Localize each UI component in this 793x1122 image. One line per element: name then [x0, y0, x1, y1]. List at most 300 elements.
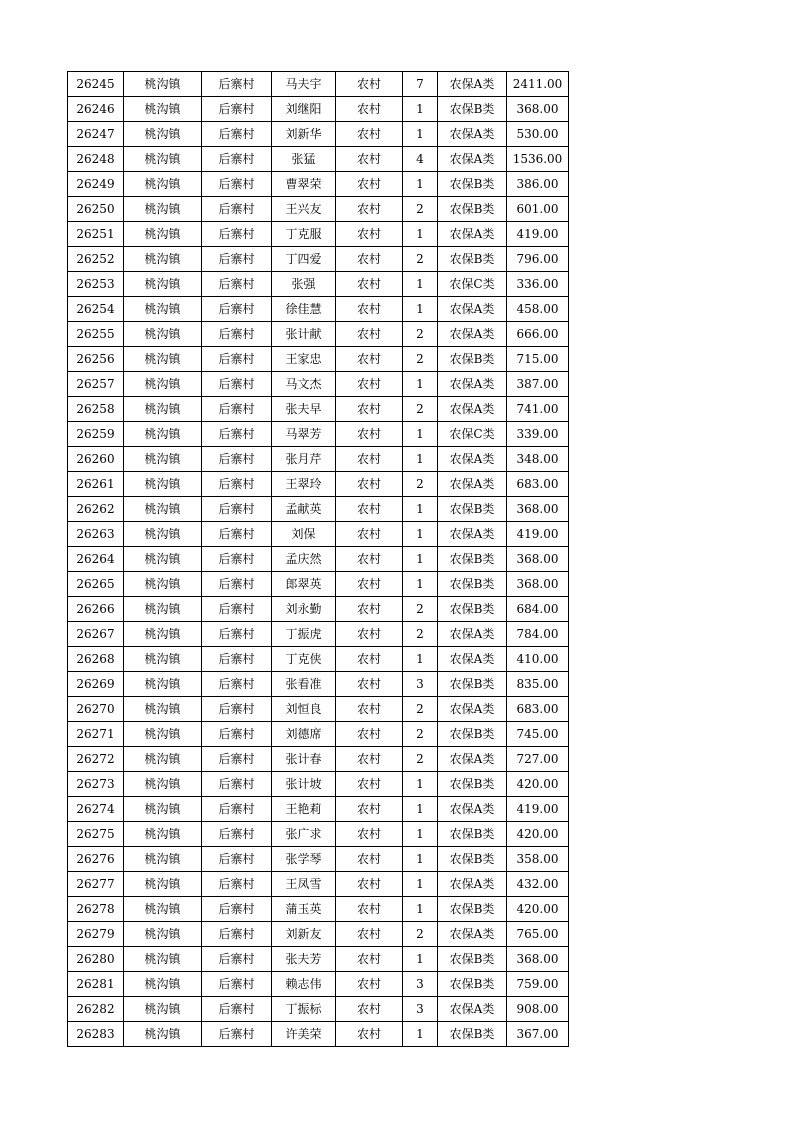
insurance-category-cell: 农保B类 [438, 547, 507, 572]
name-cell: 张夫早 [272, 397, 336, 422]
record-id-cell: 26282 [68, 997, 124, 1022]
name-cell: 马夫宇 [272, 72, 336, 97]
amount-cell: 410.00 [507, 647, 569, 672]
member-count-cell: 1 [403, 497, 438, 522]
record-id-cell: 26260 [68, 447, 124, 472]
amount-cell: 741.00 [507, 397, 569, 422]
amount-cell: 666.00 [507, 322, 569, 347]
record-id-cell: 26268 [68, 647, 124, 672]
member-count-cell: 7 [403, 72, 438, 97]
village-cell: 后寨村 [202, 947, 272, 972]
table-row [68, 872, 569, 897]
household-type-cell: 农村 [336, 947, 403, 972]
village-cell: 后寨村 [202, 772, 272, 797]
name-cell: 丁四爱 [272, 247, 336, 272]
table-row [68, 472, 569, 497]
member-count-cell: 2 [403, 247, 438, 272]
amount-cell: 419.00 [507, 797, 569, 822]
insurance-category-cell: 农保B类 [438, 497, 507, 522]
record-id-cell: 26275 [68, 822, 124, 847]
member-count-cell: 1 [403, 1022, 438, 1047]
name-cell: 王艳莉 [272, 797, 336, 822]
insurance-category-cell: 农保B类 [438, 347, 507, 372]
table-row [68, 397, 569, 422]
amount-cell: 601.00 [507, 197, 569, 222]
amount-cell: 683.00 [507, 472, 569, 497]
table-row [68, 447, 569, 472]
town-cell: 桃沟镇 [124, 847, 202, 872]
record-id-cell: 26256 [68, 347, 124, 372]
insurance-category-cell: 农保A类 [438, 222, 507, 247]
household-type-cell: 农村 [336, 597, 403, 622]
amount-cell: 784.00 [507, 622, 569, 647]
town-cell: 桃沟镇 [124, 797, 202, 822]
member-count-cell: 1 [403, 522, 438, 547]
village-cell: 后寨村 [202, 122, 272, 147]
household-type-cell: 农村 [336, 72, 403, 97]
name-cell: 王家忠 [272, 347, 336, 372]
record-id-cell: 26254 [68, 297, 124, 322]
name-cell: 张广求 [272, 822, 336, 847]
member-count-cell: 1 [403, 797, 438, 822]
member-count-cell: 1 [403, 447, 438, 472]
household-type-cell: 农村 [336, 697, 403, 722]
amount-cell: 835.00 [507, 672, 569, 697]
amount-cell: 358.00 [507, 847, 569, 872]
table-row [68, 747, 569, 772]
record-id-cell: 26263 [68, 522, 124, 547]
table-row [68, 1022, 569, 1047]
table-row [68, 997, 569, 1022]
amount-cell: 368.00 [507, 572, 569, 597]
amount-cell: 336.00 [507, 272, 569, 297]
name-cell: 刘新华 [272, 122, 336, 147]
member-count-cell: 2 [403, 472, 438, 497]
insurance-category-cell: 农保A类 [438, 872, 507, 897]
household-type-cell: 农村 [336, 622, 403, 647]
table-row [68, 322, 569, 347]
town-cell: 桃沟镇 [124, 547, 202, 572]
name-cell: 刘保 [272, 522, 336, 547]
town-cell: 桃沟镇 [124, 972, 202, 997]
village-cell: 后寨村 [202, 147, 272, 172]
town-cell: 桃沟镇 [124, 772, 202, 797]
name-cell: 王兴友 [272, 197, 336, 222]
insurance-category-cell: 农保B类 [438, 822, 507, 847]
village-cell: 后寨村 [202, 372, 272, 397]
town-cell: 桃沟镇 [124, 272, 202, 297]
village-cell: 后寨村 [202, 397, 272, 422]
table-row [68, 722, 569, 747]
name-cell: 张看准 [272, 672, 336, 697]
town-cell: 桃沟镇 [124, 447, 202, 472]
table-row [68, 622, 569, 647]
household-type-cell: 农村 [336, 322, 403, 347]
name-cell: 张计献 [272, 322, 336, 347]
town-cell: 桃沟镇 [124, 647, 202, 672]
name-cell: 王凤雪 [272, 872, 336, 897]
town-cell: 桃沟镇 [124, 997, 202, 1022]
amount-cell: 420.00 [507, 772, 569, 797]
record-id-cell: 26272 [68, 747, 124, 772]
record-id-cell: 26269 [68, 672, 124, 697]
insurance-category-cell: 农保B类 [438, 97, 507, 122]
household-type-cell: 农村 [336, 97, 403, 122]
insurance-category-cell: 农保C类 [438, 272, 507, 297]
member-count-cell: 1 [403, 872, 438, 897]
household-type-cell: 农村 [336, 197, 403, 222]
insurance-category-cell: 农保A类 [438, 447, 507, 472]
village-cell: 后寨村 [202, 422, 272, 447]
name-cell: 张强 [272, 272, 336, 297]
village-cell: 后寨村 [202, 1022, 272, 1047]
village-cell: 后寨村 [202, 897, 272, 922]
household-type-cell: 农村 [336, 272, 403, 297]
record-id-cell: 26261 [68, 472, 124, 497]
roster-body [68, 72, 569, 1047]
table-row [68, 547, 569, 572]
insurance-category-cell: 农保B类 [438, 972, 507, 997]
amount-cell: 684.00 [507, 597, 569, 622]
name-cell: 刘恒良 [272, 697, 336, 722]
household-type-cell: 农村 [336, 897, 403, 922]
town-cell: 桃沟镇 [124, 622, 202, 647]
member-count-cell: 1 [403, 847, 438, 872]
amount-cell: 419.00 [507, 522, 569, 547]
member-count-cell: 2 [403, 922, 438, 947]
household-type-cell: 农村 [336, 297, 403, 322]
town-cell: 桃沟镇 [124, 72, 202, 97]
town-cell: 桃沟镇 [124, 747, 202, 772]
member-count-cell: 1 [403, 822, 438, 847]
village-cell: 后寨村 [202, 497, 272, 522]
insurance-category-cell: 农保B类 [438, 172, 507, 197]
table-row [68, 72, 569, 97]
table-row [68, 522, 569, 547]
member-count-cell: 2 [403, 322, 438, 347]
household-type-cell: 农村 [336, 447, 403, 472]
amount-cell: 368.00 [507, 947, 569, 972]
town-cell: 桃沟镇 [124, 97, 202, 122]
record-id-cell: 26258 [68, 397, 124, 422]
insurance-category-cell: 农保A类 [438, 797, 507, 822]
insurance-category-cell: 农保B类 [438, 597, 507, 622]
town-cell: 桃沟镇 [124, 522, 202, 547]
name-cell: 蒲玉英 [272, 897, 336, 922]
record-id-cell: 26279 [68, 922, 124, 947]
name-cell: 马翠芳 [272, 422, 336, 447]
insurance-category-cell: 农保A类 [438, 322, 507, 347]
town-cell: 桃沟镇 [124, 397, 202, 422]
member-count-cell: 2 [403, 597, 438, 622]
name-cell: 刘永勤 [272, 597, 336, 622]
insurance-category-cell: 农保B类 [438, 572, 507, 597]
member-count-cell: 1 [403, 222, 438, 247]
insurance-category-cell: 农保B类 [438, 847, 507, 872]
amount-cell: 530.00 [507, 122, 569, 147]
table-row [68, 347, 569, 372]
record-id-cell: 26262 [68, 497, 124, 522]
insurance-category-cell: 农保A类 [438, 922, 507, 947]
record-id-cell: 26245 [68, 72, 124, 97]
household-type-cell: 农村 [336, 472, 403, 497]
member-count-cell: 1 [403, 422, 438, 447]
amount-cell: 727.00 [507, 747, 569, 772]
insurance-category-cell: 农保B类 [438, 197, 507, 222]
member-count-cell: 2 [403, 722, 438, 747]
record-id-cell: 26257 [68, 372, 124, 397]
record-id-cell: 26266 [68, 597, 124, 622]
town-cell: 桃沟镇 [124, 822, 202, 847]
name-cell: 丁振虎 [272, 622, 336, 647]
household-type-cell: 农村 [336, 397, 403, 422]
amount-cell: 419.00 [507, 222, 569, 247]
town-cell: 桃沟镇 [124, 347, 202, 372]
member-count-cell: 1 [403, 572, 438, 597]
member-count-cell: 1 [403, 97, 438, 122]
name-cell: 王翠玲 [272, 472, 336, 497]
table-row [68, 772, 569, 797]
table-row [68, 297, 569, 322]
town-cell: 桃沟镇 [124, 697, 202, 722]
village-cell: 后寨村 [202, 622, 272, 647]
village-cell: 后寨村 [202, 347, 272, 372]
household-type-cell: 农村 [336, 972, 403, 997]
town-cell: 桃沟镇 [124, 872, 202, 897]
name-cell: 刘新友 [272, 922, 336, 947]
village-cell: 后寨村 [202, 322, 272, 347]
member-count-cell: 1 [403, 947, 438, 972]
household-type-cell: 农村 [336, 722, 403, 747]
insurance-category-cell: 农保B类 [438, 772, 507, 797]
amount-cell: 745.00 [507, 722, 569, 747]
table-row [68, 97, 569, 122]
village-cell: 后寨村 [202, 572, 272, 597]
household-type-cell: 农村 [336, 1022, 403, 1047]
town-cell: 桃沟镇 [124, 572, 202, 597]
insurance-category-cell: 农保C类 [438, 422, 507, 447]
record-id-cell: 26283 [68, 1022, 124, 1047]
household-type-cell: 农村 [336, 347, 403, 372]
amount-cell: 796.00 [507, 247, 569, 272]
record-id-cell: 26259 [68, 422, 124, 447]
village-cell: 后寨村 [202, 272, 272, 297]
village-cell: 后寨村 [202, 722, 272, 747]
name-cell: 张学琴 [272, 847, 336, 872]
table-row [68, 822, 569, 847]
record-id-cell: 26280 [68, 947, 124, 972]
table-row [68, 797, 569, 822]
table-row [68, 697, 569, 722]
name-cell: 赖志伟 [272, 972, 336, 997]
member-count-cell: 3 [403, 672, 438, 697]
amount-cell: 908.00 [507, 997, 569, 1022]
village-cell: 后寨村 [202, 672, 272, 697]
household-type-cell: 农村 [336, 172, 403, 197]
village-cell: 后寨村 [202, 972, 272, 997]
table-row [68, 197, 569, 222]
town-cell: 桃沟镇 [124, 1022, 202, 1047]
insurance-category-cell: 农保A类 [438, 297, 507, 322]
table-row [68, 947, 569, 972]
table-row [68, 572, 569, 597]
household-type-cell: 农村 [336, 547, 403, 572]
insurance-category-cell: 农保A类 [438, 397, 507, 422]
member-count-cell: 3 [403, 997, 438, 1022]
amount-cell: 432.00 [507, 872, 569, 897]
table-row [68, 272, 569, 297]
member-count-cell: 4 [403, 147, 438, 172]
town-cell: 桃沟镇 [124, 147, 202, 172]
insurance-category-cell: 农保B类 [438, 247, 507, 272]
village-cell: 后寨村 [202, 647, 272, 672]
town-cell: 桃沟镇 [124, 172, 202, 197]
village-cell: 后寨村 [202, 547, 272, 572]
village-cell: 后寨村 [202, 847, 272, 872]
amount-cell: 386.00 [507, 172, 569, 197]
insurance-category-cell: 农保B类 [438, 722, 507, 747]
member-count-cell: 1 [403, 272, 438, 297]
record-id-cell: 26252 [68, 247, 124, 272]
insurance-category-cell: 农保A类 [438, 647, 507, 672]
name-cell: 刘继阳 [272, 97, 336, 122]
table-row [68, 122, 569, 147]
amount-cell: 765.00 [507, 922, 569, 947]
household-type-cell: 农村 [336, 747, 403, 772]
table-row [68, 222, 569, 247]
village-cell: 后寨村 [202, 447, 272, 472]
table-row [68, 597, 569, 622]
village-cell: 后寨村 [202, 472, 272, 497]
record-id-cell: 26281 [68, 972, 124, 997]
household-type-cell: 农村 [336, 672, 403, 697]
village-cell: 后寨村 [202, 747, 272, 772]
household-type-cell: 农村 [336, 572, 403, 597]
record-id-cell: 26267 [68, 622, 124, 647]
record-id-cell: 26255 [68, 322, 124, 347]
village-cell: 后寨村 [202, 197, 272, 222]
amount-cell: 387.00 [507, 372, 569, 397]
village-cell: 后寨村 [202, 72, 272, 97]
town-cell: 桃沟镇 [124, 597, 202, 622]
town-cell: 桃沟镇 [124, 222, 202, 247]
record-id-cell: 26251 [68, 222, 124, 247]
record-id-cell: 26277 [68, 872, 124, 897]
town-cell: 桃沟镇 [124, 497, 202, 522]
table-row [68, 847, 569, 872]
village-cell: 后寨村 [202, 997, 272, 1022]
household-type-cell: 农村 [336, 372, 403, 397]
household-type-cell: 农村 [336, 522, 403, 547]
member-count-cell: 1 [403, 297, 438, 322]
member-count-cell: 1 [403, 772, 438, 797]
name-cell: 张猛 [272, 147, 336, 172]
member-count-cell: 2 [403, 397, 438, 422]
record-id-cell: 26250 [68, 197, 124, 222]
member-count-cell: 2 [403, 697, 438, 722]
amount-cell: 367.00 [507, 1022, 569, 1047]
record-id-cell: 26274 [68, 797, 124, 822]
town-cell: 桃沟镇 [124, 722, 202, 747]
amount-cell: 348.00 [507, 447, 569, 472]
town-cell: 桃沟镇 [124, 422, 202, 447]
household-type-cell: 农村 [336, 647, 403, 672]
amount-cell: 368.00 [507, 97, 569, 122]
insurance-category-cell: 农保A类 [438, 72, 507, 97]
household-type-cell: 农村 [336, 422, 403, 447]
household-type-cell: 农村 [336, 797, 403, 822]
member-count-cell: 2 [403, 622, 438, 647]
village-cell: 后寨村 [202, 522, 272, 547]
household-type-cell: 农村 [336, 997, 403, 1022]
member-count-cell: 1 [403, 122, 438, 147]
amount-cell: 368.00 [507, 497, 569, 522]
household-type-cell: 农村 [336, 872, 403, 897]
member-count-cell: 1 [403, 547, 438, 572]
town-cell: 桃沟镇 [124, 322, 202, 347]
record-id-cell: 26273 [68, 772, 124, 797]
table-row [68, 647, 569, 672]
town-cell: 桃沟镇 [124, 947, 202, 972]
household-type-cell: 农村 [336, 922, 403, 947]
name-cell: 曹翠荣 [272, 172, 336, 197]
table-row [68, 897, 569, 922]
village-cell: 后寨村 [202, 222, 272, 247]
insurance-category-cell: 农保A类 [438, 747, 507, 772]
table-row [68, 672, 569, 697]
insurance-category-cell: 农保A类 [438, 372, 507, 397]
town-cell: 桃沟镇 [124, 122, 202, 147]
member-count-cell: 2 [403, 747, 438, 772]
town-cell: 桃沟镇 [124, 472, 202, 497]
household-type-cell: 农村 [336, 497, 403, 522]
name-cell: 丁克服 [272, 222, 336, 247]
village-cell: 后寨村 [202, 247, 272, 272]
member-count-cell: 1 [403, 897, 438, 922]
village-cell: 后寨村 [202, 822, 272, 847]
name-cell: 张计坡 [272, 772, 336, 797]
village-cell: 后寨村 [202, 697, 272, 722]
insurance-category-cell: 农保A类 [438, 147, 507, 172]
record-id-cell: 26248 [68, 147, 124, 172]
name-cell: 张月芹 [272, 447, 336, 472]
village-cell: 后寨村 [202, 97, 272, 122]
amount-cell: 339.00 [507, 422, 569, 447]
name-cell: 张计春 [272, 747, 336, 772]
amount-cell: 1536.00 [507, 147, 569, 172]
insurance-category-cell: 农保B类 [438, 1022, 507, 1047]
table-row [68, 147, 569, 172]
name-cell: 马文杰 [272, 372, 336, 397]
record-id-cell: 26271 [68, 722, 124, 747]
town-cell: 桃沟镇 [124, 297, 202, 322]
village-cell: 后寨村 [202, 922, 272, 947]
amount-cell: 715.00 [507, 347, 569, 372]
name-cell: 许美荣 [272, 1022, 336, 1047]
name-cell: 张夫芳 [272, 947, 336, 972]
name-cell: 徐佳慧 [272, 297, 336, 322]
table-row [68, 247, 569, 272]
insurance-category-cell: 农保A类 [438, 622, 507, 647]
amount-cell: 2411.00 [507, 72, 569, 97]
household-type-cell: 农村 [336, 147, 403, 172]
insurance-category-cell: 农保B类 [438, 947, 507, 972]
insurance-category-cell: 农保A类 [438, 122, 507, 147]
amount-cell: 368.00 [507, 547, 569, 572]
name-cell: 刘德席 [272, 722, 336, 747]
household-type-cell: 农村 [336, 222, 403, 247]
town-cell: 桃沟镇 [124, 197, 202, 222]
